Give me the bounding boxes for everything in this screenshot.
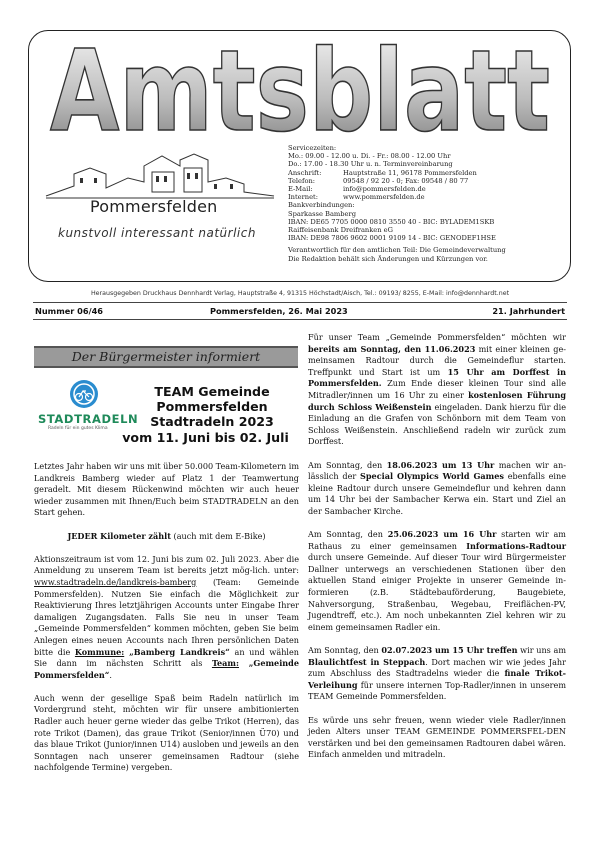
paragraph-tour-1: Für unser Team „Gemeinde Pommersfelden“ möchten wir bereits am Sonntag, den 11.06.2023 mit einer kleinen ge-meinsamen Radtour durch die Gemeindeflur starten. Treffpunkt und Start ist um 15 Uhr am Dorffest in Pommersfelden. Zum Ende dieser kleinen Tour sind alle Mitradler/innen um 16 Uhr zu einer kostenlosen Führung durch Schloss Weißenstein eingeladen. Dank hierzu für die Einladung an die Grafen von Schönborn mit dem Team von Schloss Weißenstein. Anschließend radeln wir zurück zum Dorffest.	[308, 332, 567, 447]
stadtradeln-wordmark: STADTRADELN	[38, 412, 139, 426]
bank-2-name: Raiffeisenbank Dreifranken eG	[288, 226, 393, 235]
issue-bar	[33, 304, 567, 318]
paragraph-closing: Es würde uns sehr freuen, wenn wieder viele Radler/innen jeden Alters unser TEAM GEMEINDE POMMERSFEL-DEN verstärken und bei den gemeinsamen Radtouren dabei wären. Einfach anmelden und mitradeln.	[308, 714, 566, 760]
bank-2-iban: IBAN: DE98 7806 9602 0001 9109 14 - BIC: GENODEF1HSE	[288, 234, 496, 243]
bank-header: Bankverbindungen:	[288, 201, 355, 210]
bank-1-iban: IBAN: DE65 7705 0000 0810 3550 40 - BIC: BYLADEM1SKB	[288, 217, 495, 226]
town-name: Pommersfelden	[90, 197, 218, 216]
slogan: kunstvoll interessant natürlich	[58, 226, 256, 240]
paragraph-jerseys: Auch wenn der gesellige Spaß beim Radeln natürlich im Vordergrund steht, möchten wir für unsere ambitionierten Radler auch heuer gerne wieder das gelbe Trikot (Herren), das rote Trikot (Damen), das graue Trikot (Senior/innen Ü70) und das blaue Trikot (Junior/innen U14) ausloben und jeweils an den Sonntagen nach unserer gemeinsamen Radtour (siehe nachfolgende Termine) vergeben.	[34, 692, 299, 773]
responsibility-1: Verantwortlich für den amtlichen Teil: Die Gemeindeverwaltung	[288, 246, 506, 255]
service-hours-2: Do.: 17.00 - 18.30 Uhr u. n. Terminvereinbarung	[288, 160, 453, 169]
service-header: Servicezeiten:	[288, 144, 337, 152]
right-column	[308, 332, 566, 773]
service-hours-1: Mo.: 09.00 - 12.00 u. Di. - Fr.: 08.00 - 12.00 Uhr	[288, 152, 451, 161]
paragraph-tour-3: Am Sonntag, den 25.06.2023 um 16 Uhr starten wir am Rathaus zu einer gemeinsamen Informations-Radtour durch unsere Gemeinde. Auf dieser Tour wird Bürgermeister Dallner unterwegs an verschiedenen Stationen über den aktuellen Stand einiger Projekte in unserer Gemeinde in-formieren (z.B. Städtebauförderung, Baugebiete, Nahversorgung, Straßenbau, Wegebau, Freiflächen-PV, Jugendtreff, etc.). Am noch unbekannten Ziel kehren wir zu einem gemeinsamen Radler ein.	[308, 529, 566, 632]
web-row[interactable]: Internet: www.pommersfelden.de	[288, 193, 425, 202]
phone-row: Telefon: 09548 / 92 20 - 0; Fax: 09548 / 80 77	[288, 176, 469, 185]
issue-century: 21. Jahrhundert	[492, 306, 565, 316]
publisher-line: Herausgegeben Druckhaus Dennhardt Verlag, Hauptstraße 4, 91315 Höchstadt/Aisch, Tel.: 09193/ 8255, E-Mail: info@dennhardt.net	[90, 290, 510, 297]
left-column	[34, 461, 299, 786]
issue-number: Nummer 06/46	[35, 306, 103, 316]
address-row: Anschrift: Hauptstraße 11, 96178 Pommersfelden	[288, 168, 477, 177]
stadtradeln-link[interactable]: www.stadtradeln.de/landkreis-bamberg	[34, 576, 197, 587]
email-row[interactable]: E-Mail: info@pommersfelden.de	[288, 185, 426, 194]
paragraph-signup: Aktionszeitraum ist vom 12. Juni bis zum 02. Juli 2023. Aber die Anmeldung zu unserem Team ist bereits jetzt mög-lich. unter: www.stadtradeln.de/landkreis-bamberg (Team: Gemeinde Pommersfelden). Nutzen Sie einfach die Möglichkeit zur Reaktivierung Ihres letztjährigen Accounts unter Eingabe Ihrer damaligen Zugangsdaten. Falls Sie neu in unser Team „Gemeinde Pommersfelden“ kommen möchten, geben Sie beim Anlegen eines neuen Accounts nach Ihren persönlichen Daten bitte die Kommune: „Bamberg Landkreis“ an und wählen Sie dann im nächsten Schritt als Team: „Gemeinde Pommersfelden“.	[34, 553, 299, 680]
bank-1-name: Sparkasse Bamberg	[288, 209, 356, 218]
info-block	[288, 144, 560, 263]
stadtradeln-logo-icon	[68, 378, 100, 410]
issue-rule-bottom	[33, 319, 567, 320]
article-title: TEAM Gemeinde Pommersfelden Stadtradeln 2023	[150, 384, 274, 429]
responsibility-2: Die Redaktion behält sich Änderungen und Kürzungen vor.	[288, 254, 488, 263]
article-dates: vom 11. Juni bis 02. Juli	[122, 430, 289, 445]
stadtradeln-tagline: Radeln für ein gutes Klima	[48, 426, 108, 431]
issue-rule-top	[33, 302, 567, 303]
paragraph-intro: Letztes Jahr haben wir uns mit über 50.000 Team-Kilometern im Landkreis Bamberg wieder auf Platz 1 der Teamwertung geradelt. Mit diesem Rückenwind möchten wir auch heuer wieder zusammen mit Ihnen/Euch beim STADTRADELN an den Start gehen.	[34, 461, 300, 518]
paragraph-tour-4: Am Sonntag, den 02.07.2023 um 15 Uhr treffen wir uns am Blaulichtfest in Steppach. Dort machen wir wie jedes Jahr zum Abschluss des Stadtradelns wieder die finale Trikot-Verleihung für unsere internen Top-Radler/innen in unserem TEAM Gemeinde Pommersfelden.	[308, 645, 566, 702]
masthead-text: Amtsblatt	[50, 34, 550, 144]
paragraph-km: JEDER Kilometer zählt (auch mit dem E-Bike)	[67, 530, 266, 541]
paragraph-tour-2: Am Sonntag, den 18.06.2023 um 13 Uhr machen wir an-lässlich der Special Olympics World Games ebenfalls eine kleine Radtour durch unsere Gemeindeflur und kehren dann um 14 Uhr bei der Sambacher Kerwa ein. Start und Ziel an der Sambacher Kirche.	[308, 459, 567, 516]
masthead-title	[40, 34, 560, 144]
issue-date: Pommersfelden, 26. Mai 2023	[210, 306, 348, 316]
section-heading: Der Bürgermeister informiert	[34, 346, 298, 368]
